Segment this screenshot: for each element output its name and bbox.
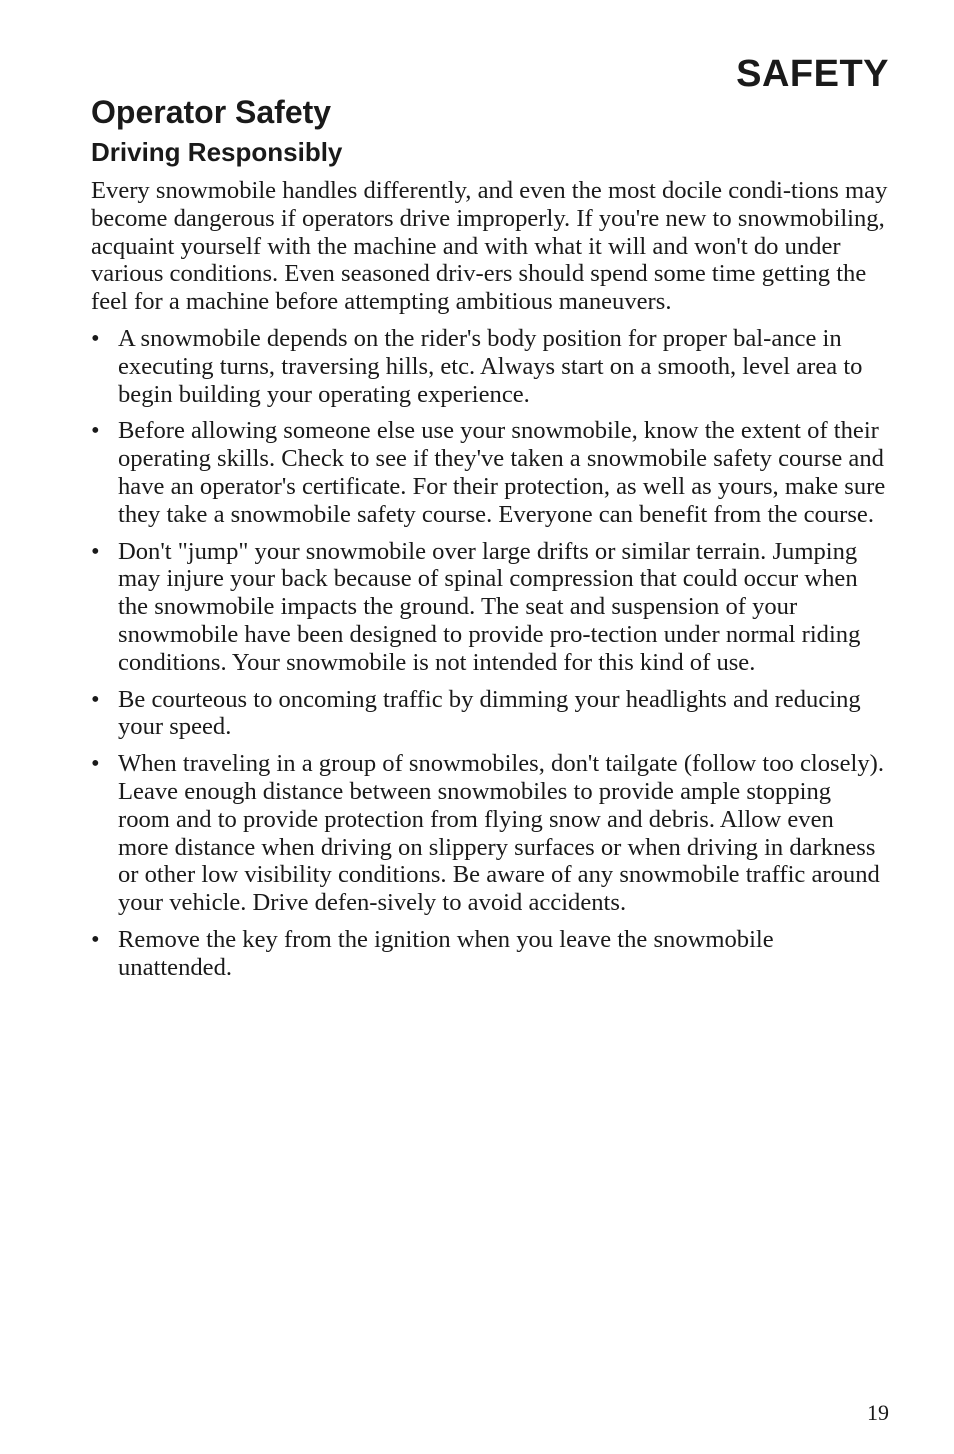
bullet-icon: • [91, 925, 100, 953]
bullet-list [91, 325, 889, 982]
list-item-text: A snowmobile depends on the rider's body position for proper bal-ance in executing turns, traversing hills, etc. Always start on a smooth, level area to begin building your operating experience. [118, 324, 863, 408]
body-text [91, 177, 889, 991]
list-item [91, 417, 889, 528]
list-item [91, 325, 889, 408]
list-item [91, 538, 889, 677]
subsection-title: Driving Responsibly [91, 137, 343, 167]
list-item-text: Be courteous to oncoming traffic by dimming your headlights and reducing your speed. [118, 685, 861, 741]
bullet-icon: • [91, 537, 100, 565]
list-item-text: Remove the key from the ignition when you leave the snowmobile unattended. [118, 925, 774, 981]
list-item [91, 686, 889, 742]
bullet-icon: • [91, 750, 100, 778]
list-item-text: Don't "jump" your snowmobile over large drifts or similar terrain. Jumping may injure your back because of spinal compression that could occur when the snowmobile impacts the ground. The seat and suspension of your snowmobile have been designed to provide pro-tection under normal riding conditions. Your snowmobile is not intended for this kind of use. [118, 537, 861, 676]
bullet-icon: • [91, 685, 100, 713]
bullet-icon: • [91, 417, 100, 445]
list-item-text: Before allowing someone else use your snowmobile, know the extent of their operating skills. Check to see if they've taken a snowmobile safety course and have an operator's certificate. For their protection, as well as yours, make sure they take a snowmobile safety course. Everyone can benefit from the course. [118, 417, 886, 528]
page-number: 19 [867, 1400, 889, 1425]
bullet-icon: • [91, 324, 100, 352]
intro-paragraph: Every snowmobile handles differently, and even the most docile condi-tions may become dangerous if operators drive improperly. If you're new to snowmobiling, acquaint yourself with the machine and with what it will and won't do under various conditions. Even seasoned driv-ers should spend some time getting the feel for a machine before attempting ambitious maneuvers. [91, 177, 888, 316]
chapter-title: SAFETY [736, 53, 889, 95]
list-item [91, 926, 889, 982]
list-item [91, 750, 889, 917]
manual-page [91, 0, 889, 1454]
section-title: Operator Safety [91, 94, 332, 130]
list-item-text: When traveling in a group of snowmobiles, don't tailgate (follow too closely). Leave enough distance between snowmobiles to provide ample stopping room and to provide protection from flying snow and debris. Allow even more distance when driving on slippery surfaces or when driving in darkness or other low visibility conditions. Be aware of any snowmobile traffic around your vehicle. Drive defen-sively to avoid accidents. [118, 750, 884, 917]
